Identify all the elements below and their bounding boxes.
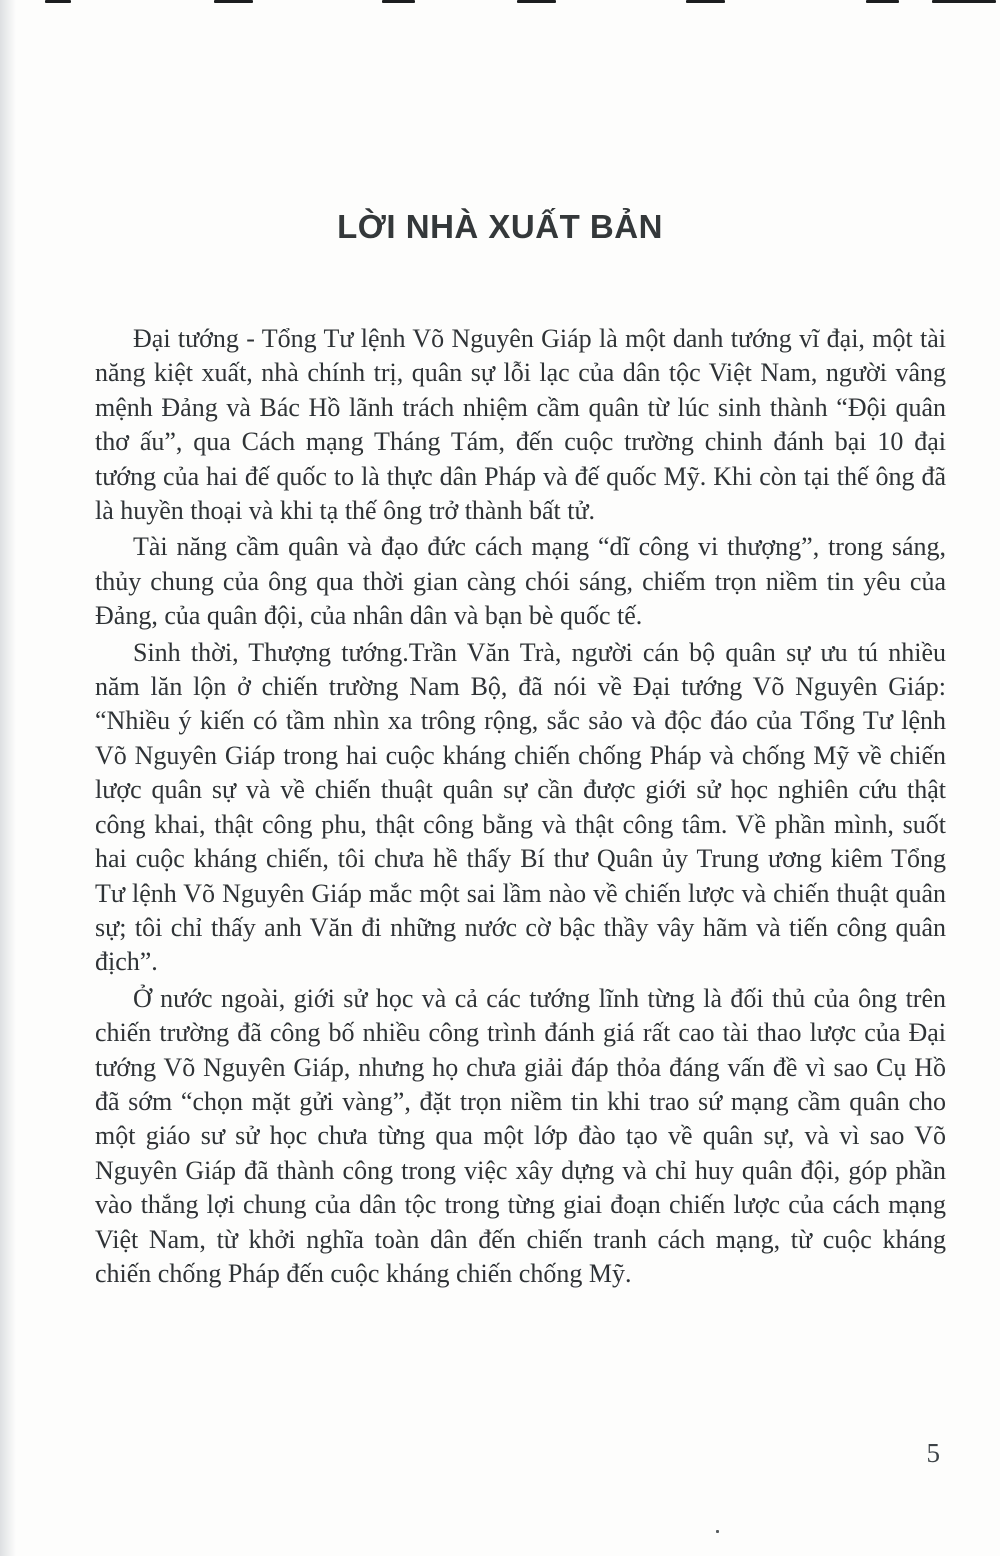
scan-speck xyxy=(716,1530,719,1533)
page-number: 5 xyxy=(926,1438,940,1468)
paragraph-4: Ở nước ngoài, giới sử học và cả các tướng lĩnh từng là đối thủ của ông trên chiến trường đã công bố nhiều công trình đánh giá rất cao tài thao lược của Đại tướng Võ Nguyên Giáp, nhưng họ chưa giải đáp thỏa đáng vấn đề vì sao Cụ Hồ đã sớm “chọn mặt gửi vàng”, đặt trọn niềm tin khi trao sứ mạng cầm quân cho một giáo sư sử học chưa từng qua một lớp đào tạo về quân sự, và vì sao Võ Nguyên Giáp đã thành công trong việc xây dựng và chỉ huy quân đội, góp phần vào thắng lợi chung của dân tộc trong từng giai đoạn chiến lược của cách mạng Việt Nam, từ khởi nghĩa toàn dân đến chiến tranh cách mạng, từ cuộc kháng chiến chống Pháp đến cuộc kháng chiến chống Mỹ. xyxy=(95,983,946,1288)
paragraph-1: Đại tướng - Tổng Tư lệnh Võ Nguyên Giáp là một danh tướng vĩ đại, một tài năng kiệt xuất, nhà chính trị, quân sự lỗi lạc của dân tộc Việt Nam, người vâng mệnh Đảng và Bác Hồ lãnh trách nhiệm cầm quân từ lúc sinh thành “Đội quân thơ ấu”, qua Cách mạng Tháng Tám, đến cuộc trường chinh đánh bại 10 đại tướng của hai đế quốc to là thực dân Pháp và đế quốc Mỹ. Khi còn tại thế ông đã là huyền thoại và khi tạ thế ông trở thành bất tử. xyxy=(95,324,946,526)
paragraph-3: Sinh thời, Thượng tướng.Trần Văn Trà, người cán bộ quân sự ưu tú nhiều năm lăn lộn ở chiến trường Nam Bộ, đã nói về Đại tướng Võ Nguyên Giáp: “Nhiều ý kiến có tầm nhìn xa trông rộng, sắc sảo và độc đáo của Tổng Tư lệnh Võ Nguyên Giáp trong hai cuộc kháng chiến chống Pháp và chống Mỹ về chiến lược quân sự và về chiến thuật quân sự cần được giới sử học nghiên cứu thật công khai, thật công phu, thật công bằng và thật công tâm. Về phần mình, suốt hai cuộc kháng chiến, tôi chưa hề thấy Bí thư Quân ủy Trung ương kiêm Tổng Tư lệnh Võ Nguyên Giáp mắc một sai lầm nào về chiến lược và chiến thuật quân sự; tôi chỉ thấy anh Văn đi những nước cờ bậc thầy vây hãm và tiến công quân địch”. xyxy=(95,637,946,977)
scan-mark xyxy=(686,0,725,3)
scan-mark xyxy=(382,0,415,3)
paragraph-2: Tài năng cầm quân và đạo đức cách mạng “dĩ công vi thượng”, trong sáng, thủy chung của ông qua thời gian càng chói sáng, chiếm trọn niềm tin yêu của Đảng, của quân đội, của nhân dân và bạn bè quốc tế. xyxy=(95,532,946,631)
scan-mark xyxy=(932,0,996,3)
page-title: LỜI NHÀ XUẤT BẢN xyxy=(337,208,663,245)
scan-mark xyxy=(214,0,253,3)
body-text-block xyxy=(95,322,946,1291)
scan-mark xyxy=(517,0,556,3)
scan-mark xyxy=(866,0,899,3)
scan-mark xyxy=(45,0,71,3)
scan-artifacts-top xyxy=(0,0,1000,5)
